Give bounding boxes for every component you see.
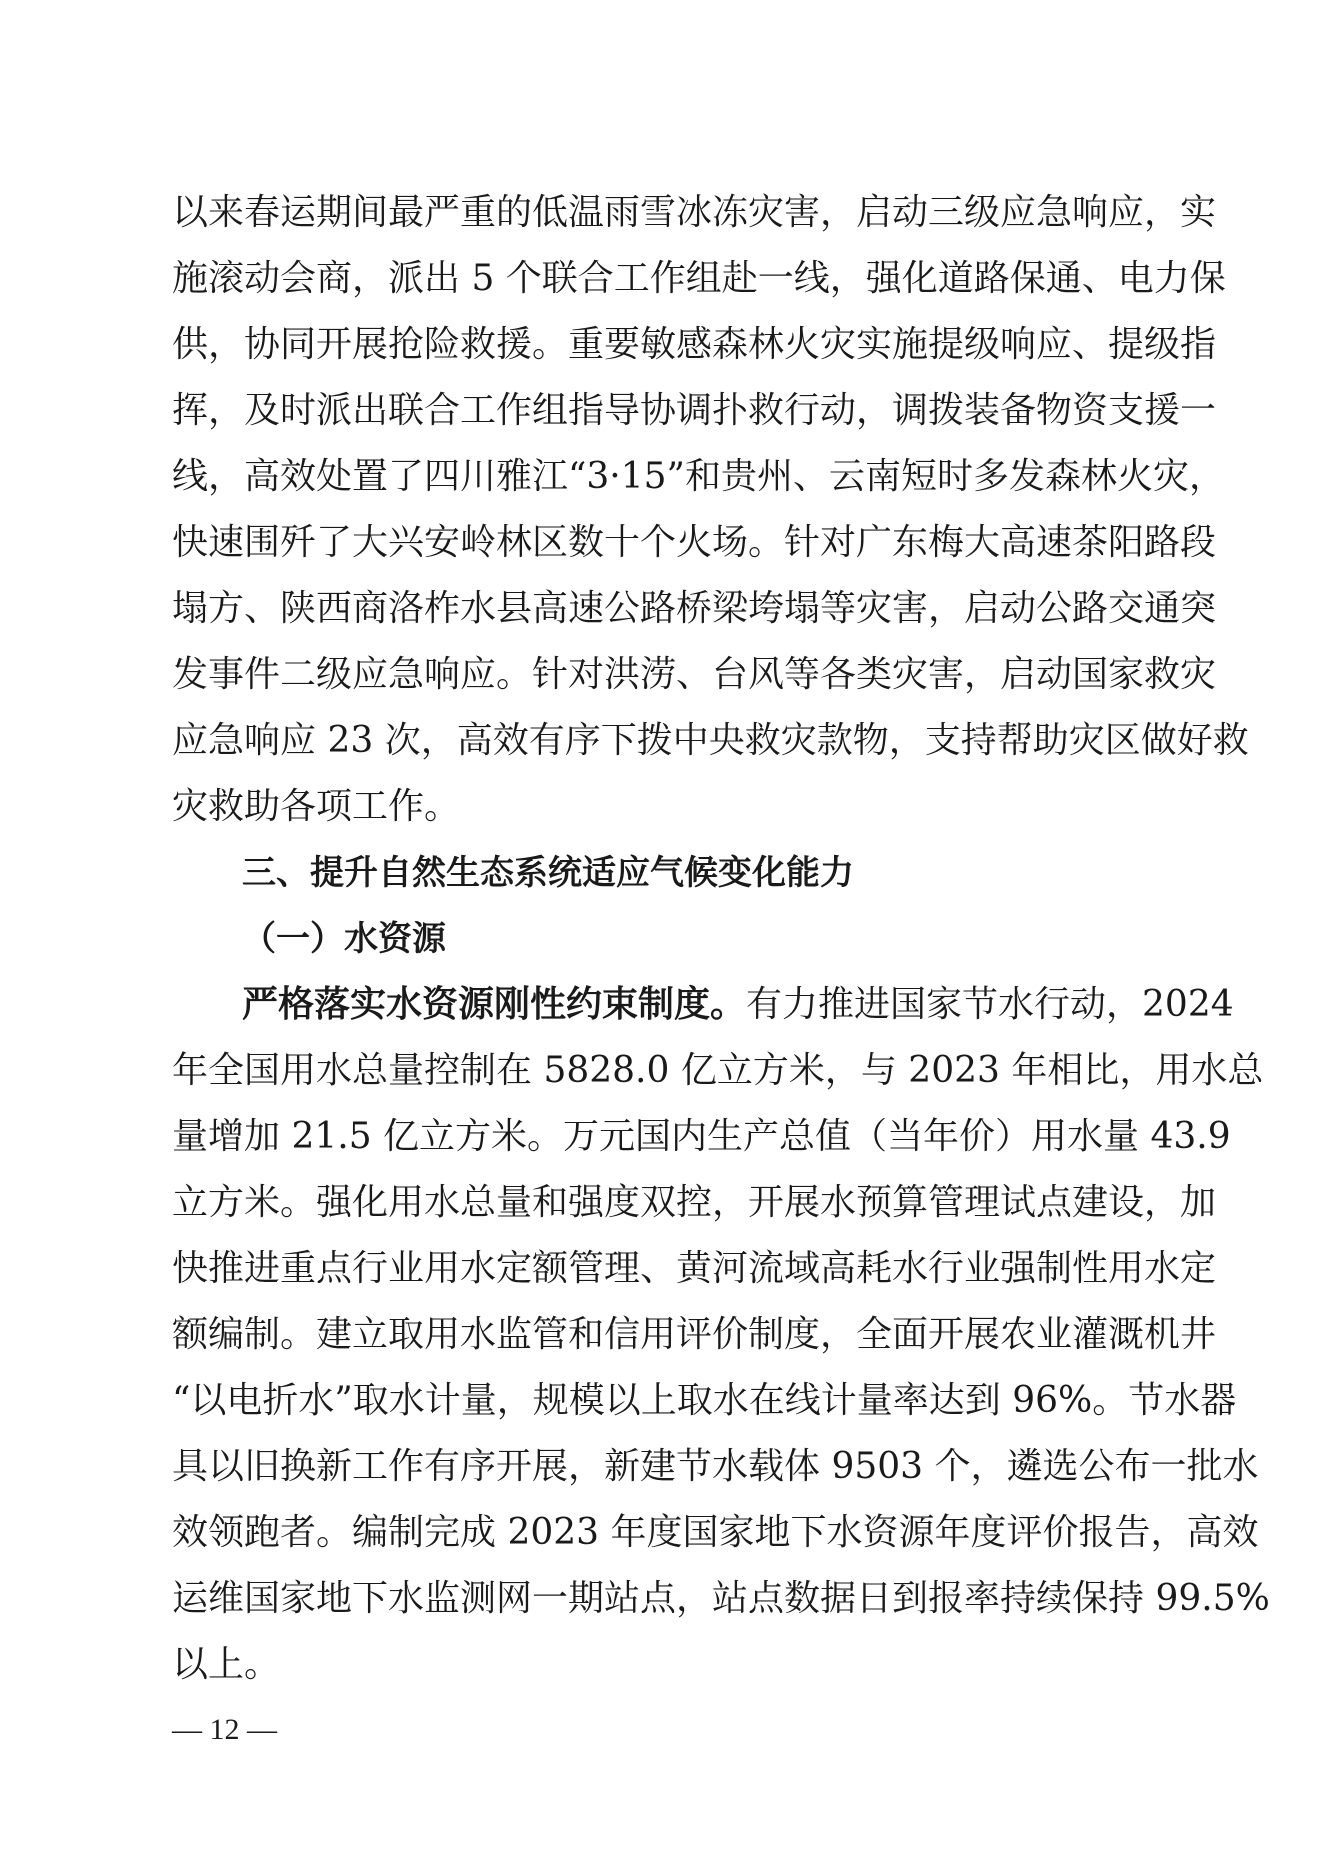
text-line: 施滚动会商，派出 5 个联合工作组赴一线，强化道路保通、电力保 bbox=[172, 258, 1226, 299]
text-line: 额编制。建立取用水监管和信用评价制度，全面开展农业灌溉机井 bbox=[172, 1314, 1217, 1355]
text-line: 效领跑者。编制完成 2023 年度国家地下水资源年度评价报告，高效 bbox=[172, 1512, 1259, 1553]
sub-heading: （一）水资源 bbox=[242, 919, 446, 959]
paragraph-continued bbox=[172, 180, 1249, 840]
document-page bbox=[172, 180, 1270, 1698]
paragraph-water-resources bbox=[172, 972, 1270, 1698]
text-line: 量增加 21.5 亿立方米。万元国内生产总值（当年价）用水量 43.9 bbox=[172, 1116, 1231, 1157]
page-number: — 12 — bbox=[172, 1713, 277, 1746]
text-line: 以上。 bbox=[172, 1644, 281, 1685]
text-line: 年全国用水总量控制在 5828.0 亿立方米，与 2023 年相比，用水总 bbox=[172, 1050, 1264, 1091]
text-line: 灾救助各项工作。 bbox=[172, 786, 461, 827]
text-line: 供，协同开展抢险救援。重要敏感森林火灾实施提级响应、提级指 bbox=[172, 324, 1217, 365]
text-line: 快速围歼了大兴安岭林区数十个火场。针对广东梅大高速茶阳路段 bbox=[172, 522, 1217, 563]
text-line: 塌方、陕西商洛柞水县高速公路桥梁垮塌等灾害，启动公路交通突 bbox=[172, 588, 1217, 629]
section-heading: 三、提升自然生态系统适应气候变化能力 bbox=[242, 853, 854, 893]
text-line: 立方米。强化用水总量和强度双控，开展水预算管理试点建设，加 bbox=[172, 1182, 1217, 1223]
paragraph-first-line bbox=[172, 972, 1234, 1038]
paragraph-lead: 严格落实水资源刚性约束制度。 bbox=[242, 984, 747, 1025]
text-line: 以来春运期间最严重的低温雨雪冰冻灾害，启动三级应急响应，实 bbox=[172, 192, 1217, 233]
text-line: 线，高效处置了四川雅江“3·15”和贵州、云南短时多发森林火灾， bbox=[172, 456, 1225, 497]
text-line: 挥，及时派出联合工作组指导协调扑救行动，调拨装备物资支援一 bbox=[172, 390, 1217, 431]
text-line: 快推进重点行业用水定额管理、黄河流域高耗水行业强制性用水定 bbox=[172, 1248, 1217, 1289]
text-line: 发事件二级应急响应。针对洪涝、台风等各类灾害，启动国家救灾 bbox=[172, 654, 1217, 695]
text-line: “以电折水”取水计量，规模以上取水在线计量率达到 96%。节水器 bbox=[172, 1380, 1237, 1421]
text-line: 应急响应 23 次，高效有序下拨中央救灾款物，支持帮助灾区做好救 bbox=[172, 720, 1249, 761]
text-line: 具以旧换新工作有序开展，新建节水载体 9503 个，遴选公布一批水 bbox=[172, 1446, 1259, 1487]
text-line: 运维国家地下水监测网一期站点，站点数据日到报率持续保持 99.5% bbox=[172, 1578, 1270, 1619]
paragraph-first-line-text: 有力推进国家节水行动，2024 bbox=[746, 984, 1234, 1025]
